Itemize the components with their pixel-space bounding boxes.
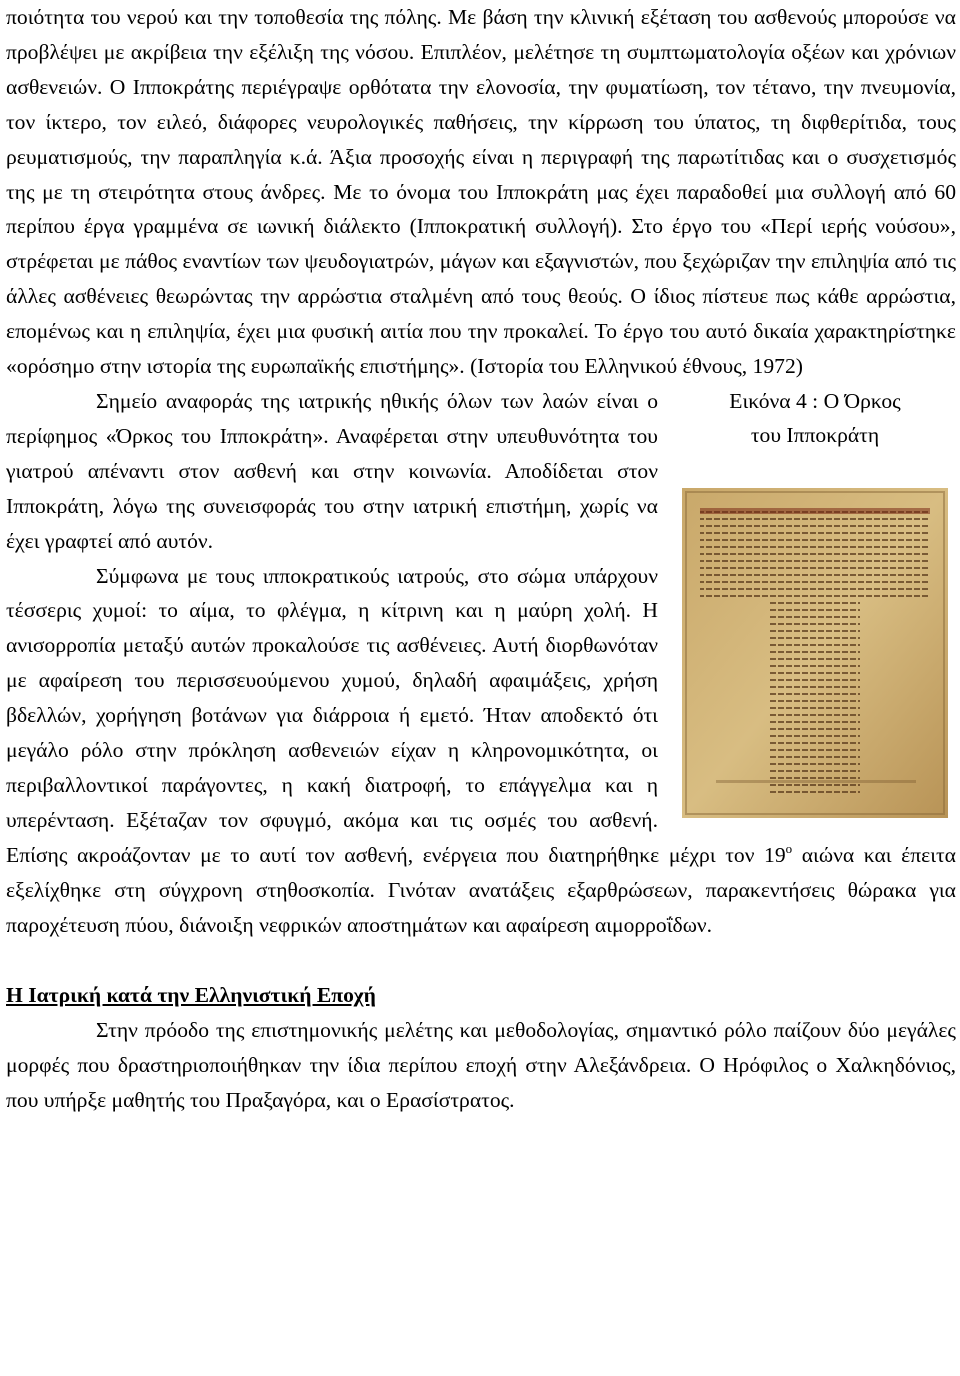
paragraph-four-humours-text-b: αιώνα και έπειτα εξελίχθηκε στη σύγχρονη στηθοσκοπία. Γινόταν ανατάξεις εξαρθρώσεων, παρακεντήσεις θώρακα για παροχέτευση πύου, διάνοιξη νεφρικών αποστημάτων και αφαίρεση αιμορροΐδων.	[6, 842, 956, 937]
section-heading	[6, 978, 956, 1013]
paragraph-hellenistic-era: Στην πρόοδο της επιστημονικής μελέτης και μεθοδολογίας, σημαντικό ρόλο παίζουν δύο μεγάλες μορφές που δραστηριοποιήθηκαν την ίδια περίπου εποχή στην Αλεξάνδρεια. Ο Ηρόφιλος ο Χαλκηδόνιος, που υπήρξε μαθητής του Πραξαγόρα, και ο Ερασίστρατος.	[6, 1018, 956, 1113]
document-page	[6, 0, 956, 1118]
manuscript-image	[682, 488, 948, 818]
paragraph-hippocratic-oath: Σημείο αναφοράς της ιατρικής ηθικής όλων των λαών είναι ο περίφημος «Όρκος του Ιπποκράτη». Αναφέρεται στην υπευθυνότητα του γιατρού απέναντι στον ασθενή και στην κοινωνία. Αποδίδεται στον Ιπποκράτη, λόγω της συνεισφοράς του στην ιατρική επιστήμη, χωρίς να έχει γραφτεί από αυτόν.	[6, 388, 658, 553]
paragraph-hippocrates-works: ποιότητα του νερού και την τοποθεσία της πόλης. Με βάση την κλινική εξέταση του ασθενούς μπορούσε να προβλέψει με ακρίβεια την εξέλιξη της νόσου. Επιπλέον, μελέτησε τη συμπτωματολογία οξέων και χρόνιων ασθενειών. Ο Ιπποκράτης περιέγραψε ορθότατα την ελονοσία, την φυματίωση, τον τέτανο, την πνευμονία, τον ίκτερο, τον ειλεό, διάφορες νευρολογικές παθήσεις, την κίρρωση του ύπατος, τη διφθερίτιδα, τους ρευματισμούς, την παραπληγία κ.ά. Άξια προσοχής είναι η περιγραφή της παρωτίτιδας και ο συσχετισμός της με τη στειρότητα στους άνδρες. Με το όνομα του Ιπποκράτη μας έχει παραδοθεί μια συλλογή από 60 περίπου έργα γραμμένα σε ιωνική διάλεκτο (Ιπποκρατική συλλογή). Στο έργο του «Περί ιερής νούσου», στρέφεται με πάθος εναντίων των ψευδογιατρών, μάγων και εξαγνιστών, που ξεχώριζαν την επιληψία από τις άλλες ασθένειες θεωρώντας την αρρώστια σταλμένη από τους θεούς. Ο ίδιος πίστευε πως κάθε αρρώστια, επομένως και η επιληψία, έχει μια φυσική αιτία που την προκαλεί. Το έργο του αυτό δικαία χαρακτηρίστηκε «ορόσημο στην ιστορία της ευρωπαϊκής επιστήμης». (Ιστορία του Ελληνικού έθνους, 1972)	[6, 5, 956, 379]
figure-caption-line1: Εικόνα 4 : Ο Όρκος	[729, 388, 901, 413]
figure-caption-line2: του Ιπποκράτη	[750, 422, 880, 447]
ordinal-superscript: ο	[785, 840, 793, 856]
figure-hippocratic-oath	[674, 384, 956, 818]
paragraph-four-humours-text-a: Σύμφωνα με τους ιπποκρατικούς ιατρούς, στο σώμα υπάρχουν τέσσερις χυμοί: το αίμα, το φλέγμα, η κίτρινη και η μαύρη χολή. Η ανισορροπία μεταξύ αυτών προκαλούσε τις ασθένειες. Αυτή διορθωνόταν με αφαίρεση του περισσευούμενου χυμού, δηλαδή αφαιμάξεις, χρήση βδελλών, χορήγηση βοτάνων για διάρροια ή εμετό. Ήταν αποδεκτό ότι μεγάλο ρόλο στην πρόκληση ασθενειών είχαν η κληρονομικότητα, οι περιβαλλοντικοί παράγοντες, η κακή διατροφή, το επάγγελμα και η υπερένταση. Εξέταζαν τον σφυγμό, ακόμα και τις οσμές του ασθενή. Επίσης ακροάζονταν με το αυτί τον ασθενή, ενέργεια που διατηρήθηκε μέχρι τον 19	[6, 563, 786, 867]
figure-caption	[674, 384, 956, 452]
manuscript-cross-illustration	[682, 488, 948, 818]
section-heading-text: Η Ιατρική κατά την Ελληνιστική Εποχή	[6, 983, 376, 1008]
